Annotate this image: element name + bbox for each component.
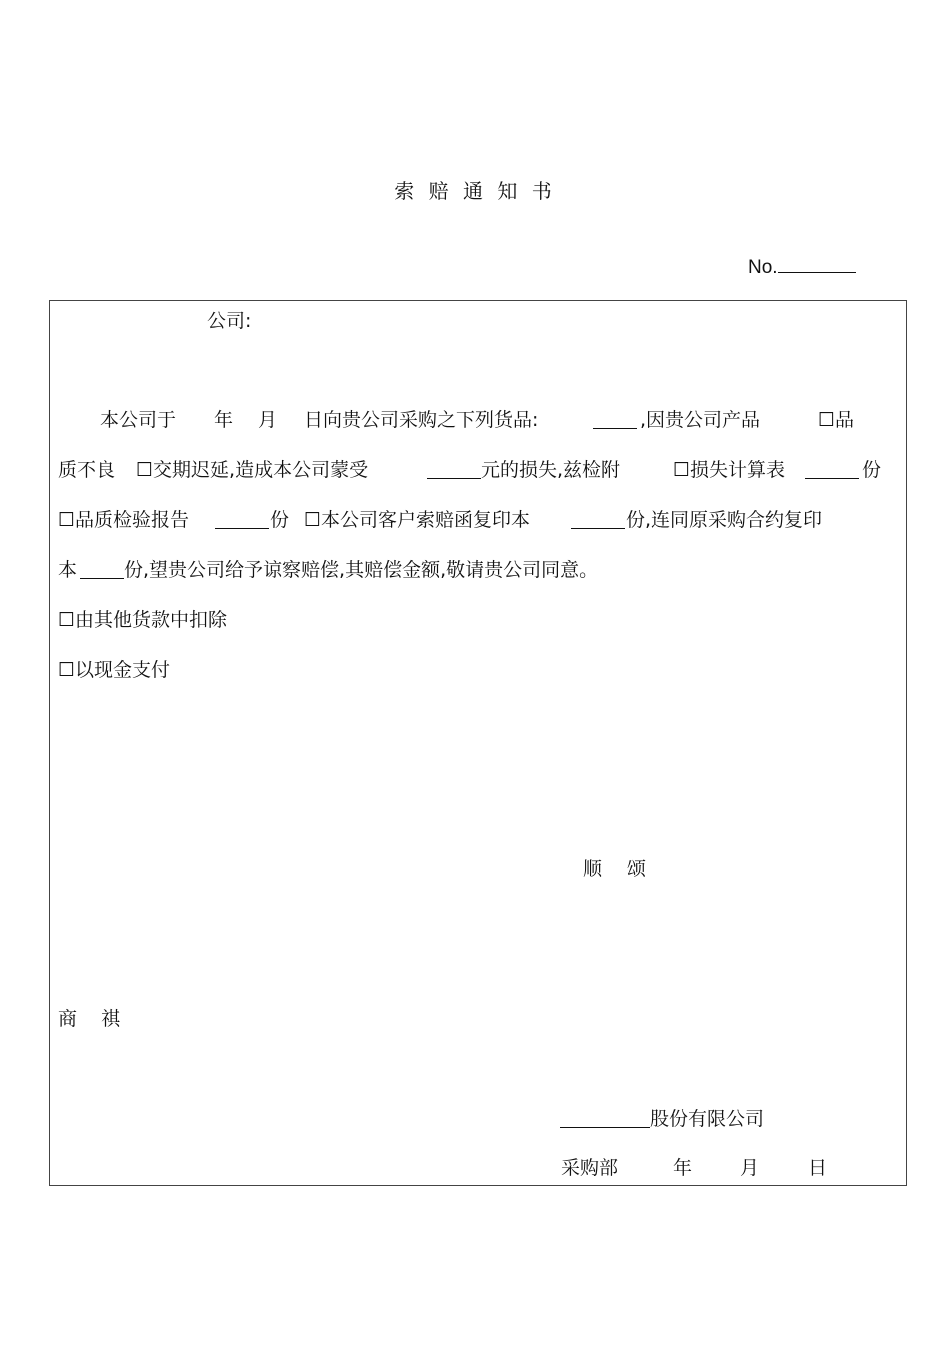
line2-text-d: ☐损失计算表: [673, 459, 786, 481]
line1-text-a: 本公司于: [100, 409, 177, 431]
number-label: No.: [748, 257, 778, 278]
line2-text-e: 份: [862, 459, 882, 481]
document-title: 索 赔 通 知 书: [394, 179, 556, 203]
line1-month: 月: [258, 409, 278, 431]
contract-copy-count-blank[interactable]: [80, 560, 124, 583]
line3-text-b: 份: [270, 509, 290, 531]
greeting-char-1: 商: [58, 1008, 78, 1030]
department-label: 采购部: [561, 1157, 619, 1179]
document-number: [748, 254, 856, 279]
date-month: 月: [740, 1157, 760, 1179]
date-year: 年: [673, 1157, 693, 1179]
notice-frame: [49, 300, 907, 1186]
loss-sheet-count-blank[interactable]: [805, 460, 859, 483]
line1-year: 年: [214, 409, 234, 431]
closing-char-1: 顺: [583, 858, 603, 880]
addressee-label: 公司:: [207, 310, 252, 332]
date-day: 日: [808, 1157, 828, 1179]
line1-text-c: ,因贵公司产品: [640, 409, 761, 431]
claim-letter-count-blank[interactable]: [571, 510, 625, 533]
line3-text-a: ☐品质检验报告: [58, 509, 190, 531]
number-blank[interactable]: [778, 254, 856, 273]
line1-text-d: ☐品: [818, 409, 855, 431]
company-name-blank[interactable]: [560, 1109, 650, 1132]
greeting-char-2: 祺: [101, 1008, 121, 1030]
amount-blank[interactable]: [427, 460, 481, 483]
line4-text-b: 份,望贵公司给予谅察赔偿,其赔偿金额,敬请贵公司同意。: [124, 559, 599, 581]
line3-text-c: ☐本公司客户索赔函复印本: [304, 509, 531, 531]
line4-text-a: 本: [58, 559, 78, 581]
option-deduct-from-payment[interactable]: ☐由其他货款中扣除: [58, 609, 228, 631]
company-suffix: 股份有限公司: [650, 1108, 765, 1130]
line2-text-b: ☐交期迟延,造成本公司蒙受: [136, 459, 369, 481]
line2-text-a: 质不良: [58, 459, 116, 481]
closing-char-2: 颂: [627, 858, 647, 880]
inspection-report-count-blank[interactable]: [215, 510, 269, 533]
line2-text-c: 元的损失,兹检附: [481, 459, 621, 481]
goods-blank[interactable]: [593, 410, 637, 433]
line3-text-d: 份,连同原采购合约复印: [626, 509, 823, 531]
option-cash-payment[interactable]: ☐以现金支付: [58, 659, 171, 681]
line1-text-b: 日向贵公司采购之下列货品:: [304, 409, 539, 431]
